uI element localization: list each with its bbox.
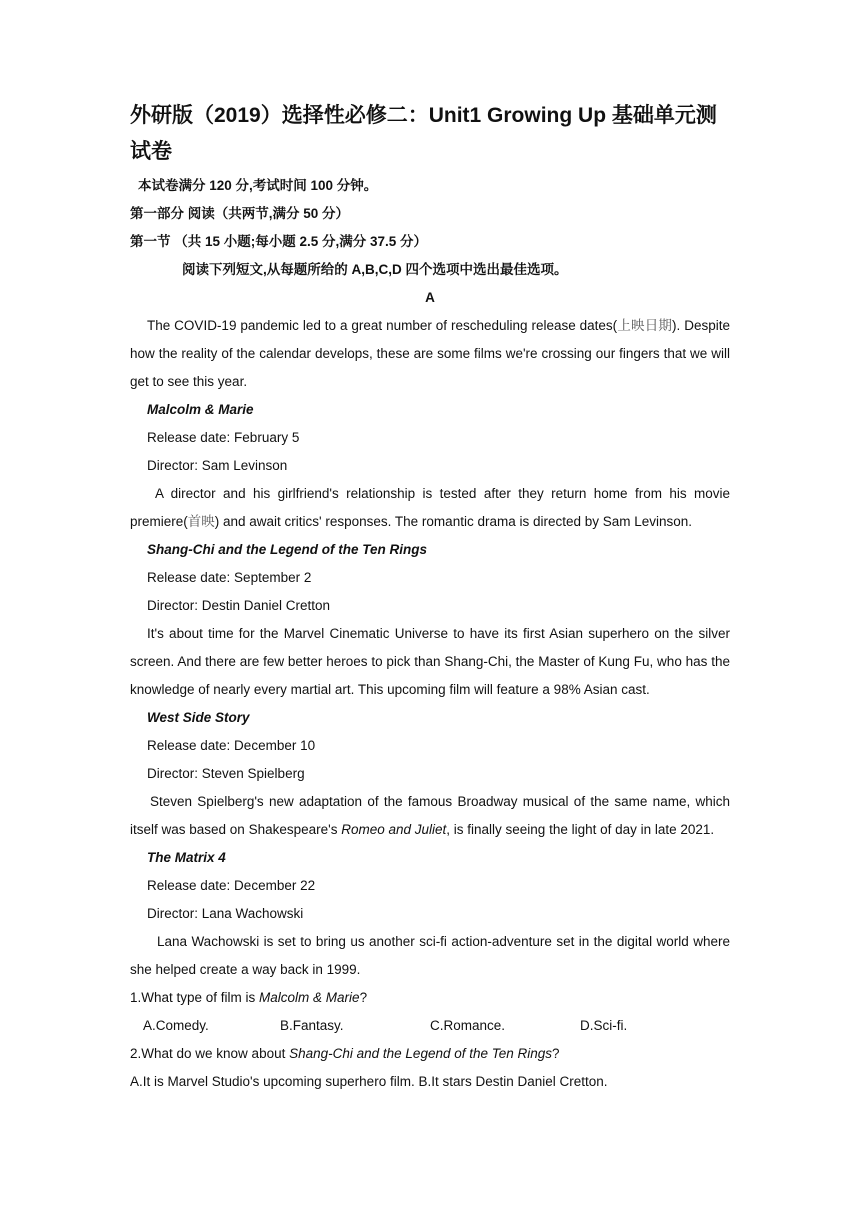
director: Director: Destin Daniel Cretton [147,598,331,613]
desc-text-1: A director and his girlfriend's relationship is tested after they return home from his movie premiere( [130,486,730,529]
option-b: B.Fantasy. [280,1018,344,1033]
section-heading: 第一节 （共 15 小题;每小题 2.5 分,满分 37.5 分） [130,234,428,249]
film-description [130,480,730,536]
question-1-options [130,1012,730,1040]
film-title: West Side Story [147,710,250,725]
italic-title: Romeo and Juliet [341,822,447,837]
question-italic: Shang-Chi and the Legend of the Ten Rings [289,1046,553,1061]
question-1 [130,984,730,1012]
release-date: Release date: December 22 [147,878,316,893]
document-page [130,98,730,1096]
question-text-1: 2.What do we know about [130,1046,290,1061]
director: Director: Sam Levinson [147,458,288,473]
question-2-options: A.It is Marvel Studio's upcoming superhero film. B.It stars Destin Daniel Cretton. [130,1074,608,1089]
question-2 [130,1040,730,1068]
option-d: D.Sci-fi. [580,1018,628,1033]
director: Director: Steven Spielberg [147,766,305,781]
desc-text-1: Steven Spielberg's new adaptation of the famous Broadway musical of the same name, which itself was based on Shakespeare's [130,794,730,837]
film-description: It's about time for the Marvel Cinematic Universe to have its first Asian superhero on the silver screen. And there are few better heroes to pick than Shang-Chi, the Master of Kung Fu, who has the knowledge of nearly every martial art. This upcoming film will feature a 98% Asian cast. [130,626,730,697]
release-date: Release date: September 2 [147,570,312,585]
question-text-2: ? [552,1046,560,1061]
question-text-2: ? [359,990,368,1005]
intro-paragraph [130,312,730,396]
intro-text-2: ). Despite how the reality of the calendar develops, these are some films we're crossing our fingers that we will get to see this year. [130,318,730,389]
exam-intro: 本试卷满分 120 分,考试时间 100 分钟。 [138,178,378,193]
release-date: Release date: December 10 [147,738,316,753]
film-title: Malcolm & Marie [147,402,254,417]
document-title: 外研版（2019）选择性必修二：Unit1 Growing Up 基础单元测试卷 [130,104,717,163]
passage-label: A [425,290,435,305]
option-c: C.Romance. [430,1018,506,1033]
desc-text-2: , is finally seeing the light of day in late 2021. [446,822,715,837]
instruction: 阅读下列短文,从每题所给的 A,B,C,D 四个选项中选出最佳选项。 [182,262,568,277]
director: Director: Lana Wachowski [147,906,304,921]
option-a: A.Comedy. [143,1018,209,1033]
film-title: The Matrix 4 [147,850,226,865]
film-description: Lana Wachowski is set to bring us another sci-fi action-adventure set in the digital world where she helped create a way back in 1999. [130,934,730,977]
chinese-note: 上映日期 [617,318,673,334]
film-description [130,788,730,844]
part-heading: 第一部分 阅读（共两节,满分 50 分） [130,206,350,221]
intro-text-1: The COVID-19 pandemic led to a great number of rescheduling release dates( [147,318,618,333]
question-text-1: 1.What type of film is [130,990,260,1005]
chinese-note: 首映 [187,514,215,530]
question-italic: Malcolm & Marie [259,990,360,1005]
desc-text-2: ) and await critics' responses. The romantic drama is directed by Sam Levinson. [214,514,693,529]
release-date: Release date: February 5 [147,430,300,445]
film-title: Shang-Chi and the Legend of the Ten Rings [147,542,427,557]
